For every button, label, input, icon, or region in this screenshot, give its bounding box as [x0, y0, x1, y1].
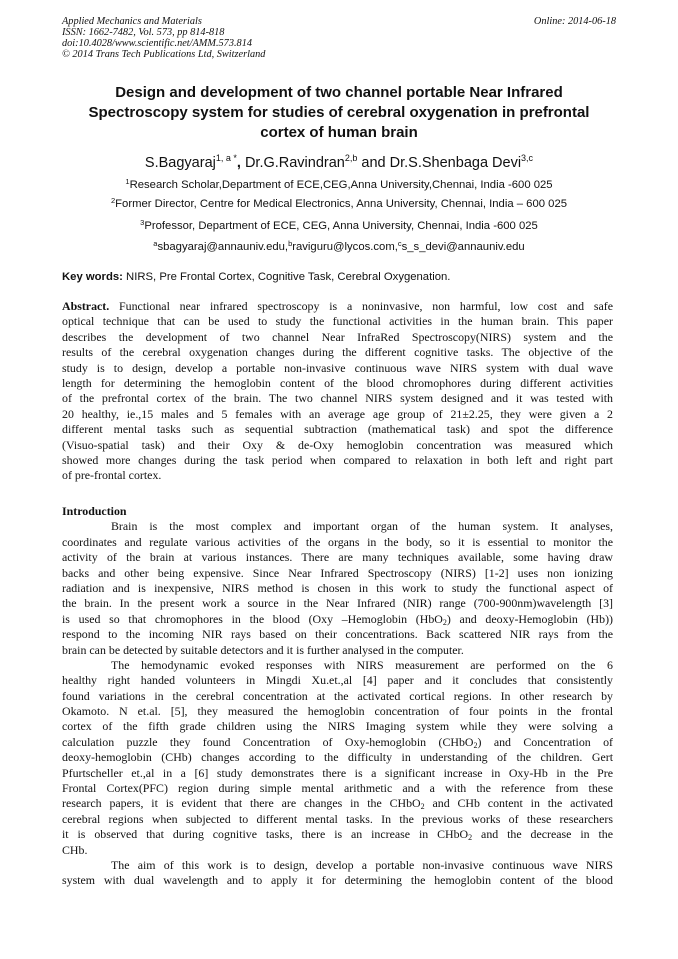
body-line: The hemodynamic evoked responses with NIRS measurement are performed on the 6	[111, 657, 613, 672]
abstract-line: (Visuo-spatial task) and their Oxy & de-Oxy hemoglobin concentration was measured which	[62, 437, 613, 452]
body-line: brain can be detected by suitable detectors and it is further analysed in the computer.	[62, 642, 464, 657]
body-line: respond to the incoming NIR rays based on their concentrations. Back scattered NIR rays from the	[62, 627, 613, 642]
abstract-label: Abstract.	[62, 299, 110, 313]
body-line: CHb.	[62, 842, 88, 857]
affiliation: $^2$Former Director, Centre for Medical Electronics, Anna University, Chennai, India – 600 025	[110, 196, 568, 210]
body-line: research papers, it is evident that there are changes in the CHbO$_2$ and CHb content in the activated	[62, 796, 614, 812]
email-link[interactable]: s_s_devi@annauniv.edu	[401, 241, 525, 253]
author-name: Dr.S.Shenbaga Devi	[389, 155, 522, 171]
body-line: Frontal Cortex(PFC) region during simple mental arithmetic and a with the reference from these	[62, 781, 613, 796]
email-link[interactable]: raviguru@lycos.com,	[292, 241, 398, 253]
journal-name: Applied Mechanics and Materials	[62, 16, 202, 27]
affiliation: $^1$Research Scholar,Department of ECE,CEG,Anna University,Chennai, India -600 025	[125, 177, 553, 191]
body-line: Pfurtscheller et.,al in a [6] study demonstrates there is a significant increase in Oxy-Hb in the Pre	[62, 765, 613, 780]
abstract-line: results of the cerebral oxygenation changes during the different cognitive tasks. The objective of the	[62, 345, 613, 360]
title-line: Spectroscopy system for studies of cerebral oxygenation in prefrontal	[88, 104, 590, 121]
body-line: cerebral regions when subjected to different mental tasks. In the previous works of these researchers	[62, 811, 613, 826]
abstract-line: different mental tasks such as sequential subtraction (mathematical task) and spot the difference	[62, 422, 613, 437]
body-line: calculation puzzle they found Concentration of Oxy-hemoglobin (CHbO$_2$) and Concentration of	[62, 734, 613, 750]
abstract-line: optical technique that can be used to study the functional activities in the human brain. This paper	[62, 314, 613, 329]
abstract-line: showed more changes during the task period when compared to relaxation in both left and right part	[62, 452, 613, 467]
body-line: is used so that chromophores in the blood (Oxy –Hemoglobin (HbO$_2$) and deoxy-Hemoglobin (Hb))	[62, 611, 613, 627]
title-line: Design and development of two channel portable Near Infrared	[115, 84, 563, 101]
email-line: $^a$sbagyaraj@annauniv.edu,$^b$raviguru@lycos.com,$^c$s_s_devi@annauniv.edu	[153, 239, 525, 253]
abstract	[62, 299, 613, 484]
copyright-line: © 2014 Trans Tech Publications Ltd, Switzerland	[62, 49, 266, 60]
author-affiliation-mark: 2,b	[344, 153, 358, 163]
body-line: The aim of this work is to design, develop a portable non-invasive continuous wave NIRS	[111, 857, 613, 872]
body-line: activity of the brain at various instances. There are many techniques available, some having draw	[62, 550, 613, 565]
author-conjunction: and	[361, 155, 386, 171]
abstract-line: of the prefrontal cortex of the brain. The two channel NIRS system designed and it was tested with	[62, 391, 613, 406]
title-line: cortex of human brain	[260, 124, 418, 141]
body-line: healthy right handed volunteers in Mingdi Xu.et.,al [4] paper and it concludes that consistently	[62, 673, 613, 688]
issn-line: ISSN: 1662-7482, Vol. 573, pp 814-818	[62, 27, 225, 38]
keywords-text: NIRS, Pre Frontal Cortex, Cognitive Task, Cerebral Oxygenation.	[126, 271, 451, 283]
body-line: Okamoto. N et.al. [5], they measured the hemoglobin concentration of four points in the frontal	[62, 704, 613, 719]
section-heading: Introduction	[62, 504, 127, 518]
introduction-section	[62, 504, 613, 889]
abstract-line: of pre-frontal cortex.	[62, 468, 162, 483]
affiliation: $^3$Professor, Department of ECE, CEG, Anna University, Chennai, India -600 025	[140, 218, 538, 232]
abstract-line: length for determining the hemoglobin content of the blood chromophores during different activities	[62, 375, 613, 390]
abstract-line: 20 healthy, ie.,15 males and 5 females with an average age group of 21±2.25, they were given a 2	[62, 406, 613, 421]
author-affiliation-mark: 1, a *	[215, 153, 237, 163]
body-line: radiation and is inexpensive, NIRS method is chosen in this work to study the functional aspect of	[62, 580, 613, 595]
abstract-line: describes the development of two channel Near InfraRed Spectroscopy(NIRS) system and the	[62, 329, 613, 344]
author-affiliation-mark: 3,c	[521, 153, 534, 163]
online-date: Online: 2014-06-18	[533, 16, 616, 27]
paper-title	[40, 83, 638, 143]
body-line: cortex of the fifth grade children using the NIRS Imaging system while they were solving a	[62, 719, 613, 734]
author-name: S.Bagyaraj	[144, 155, 216, 171]
keywords	[62, 270, 450, 284]
body-line: the brain. In the present work a source in the Near Infrared (NIR) range (700-900nm)wavelength [3]	[62, 596, 613, 611]
body-line: Brain is the most complex and important organ of the human system. It analyses,	[111, 519, 613, 534]
body-line: coordinates and regulate various activities of the organs in the body, so it is essential to monitor the	[62, 534, 613, 549]
abstract-line: study is to design, develop a portable non-invasive continuous wave NIRS system with dual wave	[62, 360, 613, 375]
email-link[interactable]: sbagyaraj@annauniv.edu,	[157, 241, 289, 253]
body-line: system with dual wavelength and to apply it for determining the hemoglobin content of the blood	[62, 873, 613, 888]
author-list: S.Bagyaraj$^{1, a *}$, Dr.G.Ravindran$^{2,b}$ and Dr.S.Shenbaga Devi$^{3,c}$	[144, 153, 534, 171]
body-line: it is observed that during cognitive tasks, there is an increase in CHbO$_2$ and the decrease in the	[62, 827, 613, 843]
body-line: backs and other being expensive. Since Near Infrared Spectroscopy (NIRS) [1-2] uses non ionizing	[62, 565, 613, 580]
author-name: Dr.G.Ravindran	[244, 155, 345, 171]
abstract-line: Abstract. Functional near infrared spectroscopy is a noninvasive, non harmful, low cost and safe	[62, 299, 613, 313]
doi-line: doi:10.4028/www.scientific.net/AMM.573.814	[62, 38, 252, 49]
keywords-label: Key words:	[62, 271, 123, 283]
body-line: deoxy-hemoglobin (CHb) changes according to the difficulty in understanding of the children. Gert	[62, 750, 613, 765]
body-line: found variations in the cerebral concentration at the activated cortical regions. In other research by	[62, 688, 613, 703]
